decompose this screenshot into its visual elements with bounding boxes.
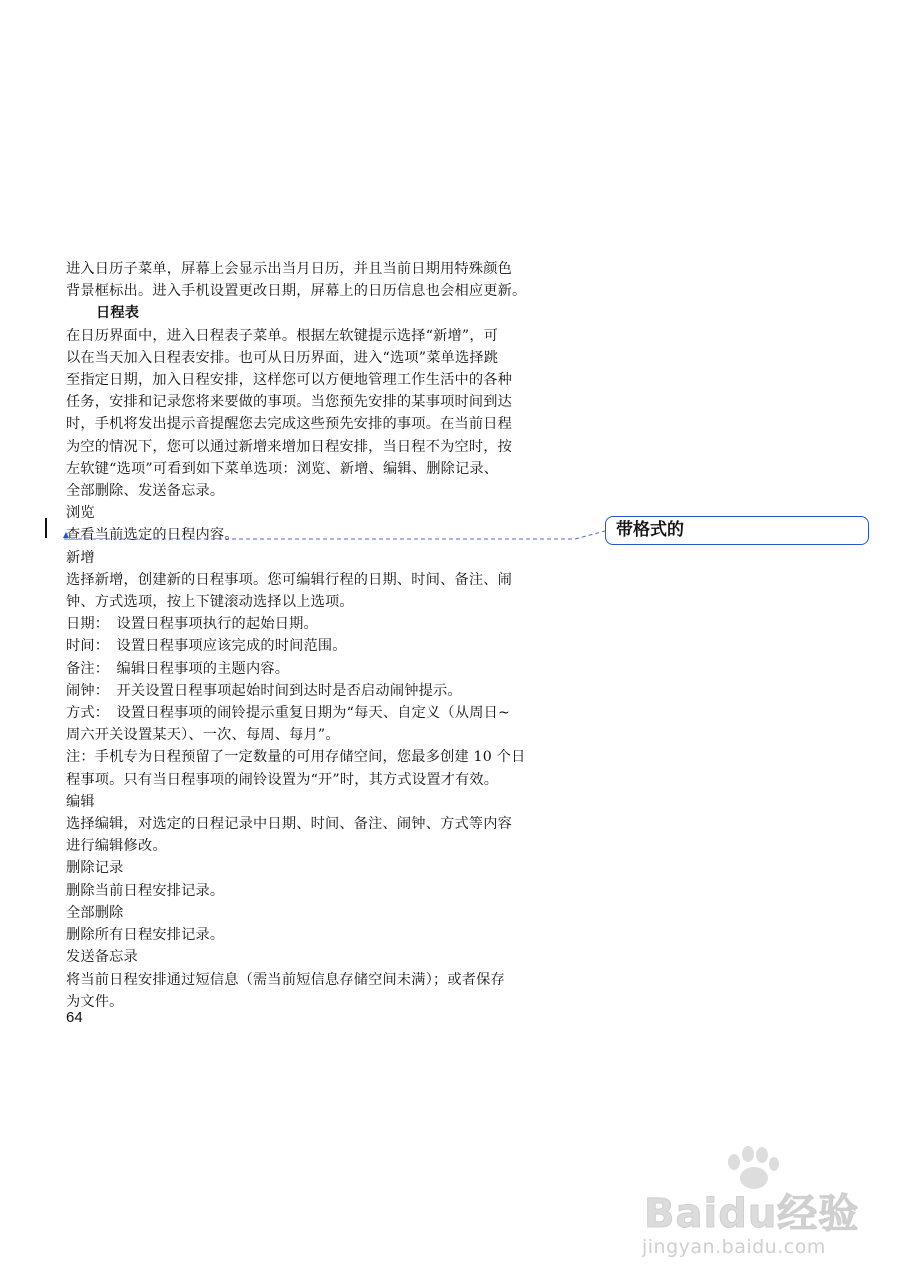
text-line: 选择新增，创建新的日程事项。您可编辑行程的日期、时间、备注、闹	[66, 571, 513, 588]
text-line: 时间： 设置日程事项应该完成的时间范围。	[66, 638, 347, 655]
text-line: 至指定日期，加入日程安排，这样您可以方便地管理工作生活中的各种	[66, 372, 513, 389]
text-line: 任务，安排和记录您将来要做的事项。当您预先安排的某事项时间到达	[66, 394, 513, 411]
page-number: 64	[66, 1009, 83, 1026]
comment-balloon[interactable]: 带格式的	[605, 516, 869, 545]
text-line: 周六开关设置某天）、一次、每周、每月”。	[66, 727, 340, 744]
text-line: 进入日历子菜单，屏幕上会显示出当月日历，并且当前日期用特殊颜色	[66, 261, 513, 277]
text-line: 删除当前日程安排记录。	[66, 882, 225, 899]
text-line: 背景框标出。进入手机设置更改日期，屏幕上的日历信息也会相应更新。	[66, 283, 527, 300]
text-line: 日期： 设置日程事项执行的起始日期。	[66, 616, 318, 633]
text-line: 全部删除、发送备忘录。	[66, 483, 225, 500]
text-line: 闹钟： 开关设置日程事项起始时间到达时是否启动闹钟提示。	[66, 682, 462, 699]
text-line: 删除所有日程安排记录。	[66, 927, 225, 944]
text-line: 时，手机将发出提示音提醒您去完成这些预先安排的事项。在当前日程	[66, 416, 513, 433]
text-line: 为文件。	[66, 993, 124, 1010]
text-line: 为空的情况下，您可以通过新增来增加日程安排，当日程不为空时，按	[66, 438, 513, 455]
text-line: 备注： 编辑日程事项的主题内容。	[66, 660, 290, 677]
text-line: 全部删除	[66, 904, 124, 921]
text-line: 在日历界面中，进入日程表子菜单。根据左软键提示选择“新增”，可	[66, 327, 499, 344]
text-line: 注：手机专为日程预留了一定数量的可用存储空间，您最多创建 10 个日	[66, 749, 526, 766]
text-line: 左软键“选项”可看到如下菜单选项：浏览、新增、编辑、删除记录、	[66, 460, 499, 477]
text-line: 钟、方式选项，按上下键滚动选择以上选项。	[66, 594, 354, 611]
text-line: 方式： 设置日程事项的闹铃提示重复日期为“每天、自定义（从周日~	[66, 705, 511, 722]
text-line: 新增	[66, 549, 95, 566]
text-line: 删除记录	[66, 860, 124, 877]
watermark-url: jingyan.baidu.com	[642, 1236, 826, 1258]
text-line: 程事项。只有当日程事项的闹铃设置为“开”时，其方式设置才有效。	[66, 771, 499, 788]
text-line: 选择编辑，对选定的日程记录中日期、时间、备注、闹钟、方式等内容	[66, 816, 513, 833]
text-line: 浏览	[66, 505, 95, 522]
text-line: 查看当前选定的日程内容。	[66, 527, 239, 544]
text-line: 发送备忘录	[66, 949, 138, 966]
section-heading: 日程表	[96, 305, 140, 322]
baidu-watermark	[636, 1140, 886, 1270]
text-line: 进行编辑修改。	[66, 838, 167, 855]
watermark-logo-text: Baidu经验	[644, 1191, 860, 1237]
text-line: 编辑	[66, 793, 95, 810]
text-line: 以在当天加入日程表安排。也可从日历界面，进入“选项”菜单选择跳	[66, 349, 499, 366]
text-line: 将当前日程安排通过短信息（需当前短信息存储空间未满）；或者保存	[66, 971, 505, 988]
